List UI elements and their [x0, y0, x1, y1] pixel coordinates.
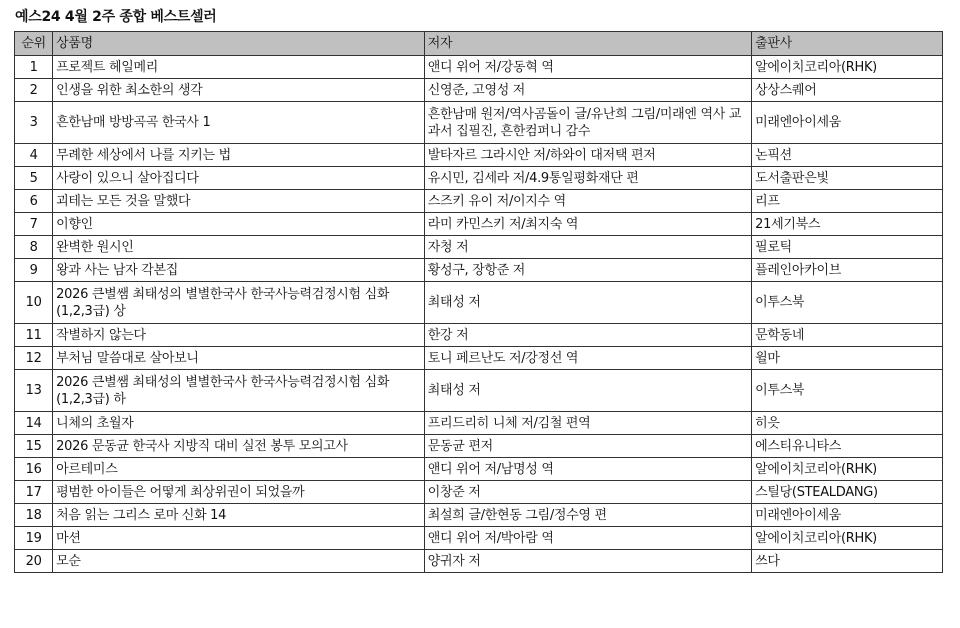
table-row	[15, 102, 943, 144]
table-row	[15, 458, 943, 481]
title-cell: 프로젝트 헤일메리	[53, 56, 425, 79]
publisher-cell: 스틸당(STEALDANG)	[752, 481, 943, 504]
table-row	[15, 56, 943, 79]
rank-cell: 7	[15, 213, 53, 236]
publisher-cell: 미래엔아이세움	[752, 102, 943, 144]
publisher-cell: 필로틱	[752, 236, 943, 259]
publisher-cell: 이투스북	[752, 370, 943, 412]
author-cell: 문동균 편저	[424, 435, 751, 458]
title-cell: 모순	[53, 550, 425, 573]
publisher-cell: 에스티유니타스	[752, 435, 943, 458]
table-row	[15, 481, 943, 504]
publisher-cell: 알에이치코리아(RHK)	[752, 458, 943, 481]
rank-cell: 20	[15, 550, 53, 573]
publisher-cell: 도서출판은빛	[752, 167, 943, 190]
rank-cell: 17	[15, 481, 53, 504]
table-row	[15, 435, 943, 458]
author-cell: 자청 저	[424, 236, 751, 259]
table-row	[15, 167, 943, 190]
rank-cell: 13	[15, 370, 53, 412]
rank-cell: 6	[15, 190, 53, 213]
rank-cell: 5	[15, 167, 53, 190]
table-row	[15, 213, 943, 236]
author-cell: 발타자르 그라시안 저/하와이 대저택 편저	[424, 144, 751, 167]
title-cell: 처음 읽는 그리스 로마 신화 14	[53, 504, 425, 527]
table-row	[15, 370, 943, 412]
author-cell: 최태성 저	[424, 370, 751, 412]
publisher-cell: 논픽션	[752, 144, 943, 167]
publisher-cell: 쓰다	[752, 550, 943, 573]
publisher-cell: 21세기북스	[752, 213, 943, 236]
rank-cell: 12	[15, 347, 53, 370]
title-cell: 왕과 사는 남자 각본집	[53, 259, 425, 282]
header-rank: 순위	[15, 32, 53, 56]
table-header-row	[15, 32, 943, 56]
table-row	[15, 347, 943, 370]
publisher-cell: 미래엔아이세움	[752, 504, 943, 527]
table-row	[15, 550, 943, 573]
rank-cell: 3	[15, 102, 53, 144]
table-row	[15, 190, 943, 213]
title-cell: 작별하지 않는다	[53, 324, 425, 347]
header-title: 상품명	[53, 32, 425, 56]
author-cell: 토니 페르난도 저/강정선 역	[424, 347, 751, 370]
rank-cell: 11	[15, 324, 53, 347]
title-cell: 부처님 말씀대로 살아보니	[53, 347, 425, 370]
rank-cell: 2	[15, 79, 53, 102]
table-row	[15, 527, 943, 550]
title-cell: 아르테미스	[53, 458, 425, 481]
title-cell: 무례한 세상에서 나를 지키는 법	[53, 144, 425, 167]
title-cell: 사랑이 있으니 살아집디다	[53, 167, 425, 190]
rank-cell: 15	[15, 435, 53, 458]
title-cell: 흔한남매 방방곡곡 한국사 1	[53, 102, 425, 144]
header-author: 저자	[424, 32, 751, 56]
author-cell: 앤디 위어 저/박아람 역	[424, 527, 751, 550]
rank-cell: 19	[15, 527, 53, 550]
table-row	[15, 259, 943, 282]
title-cell: 괴테는 모든 것을 말했다	[53, 190, 425, 213]
table-row	[15, 236, 943, 259]
author-cell: 황성구, 장항준 저	[424, 259, 751, 282]
table-row	[15, 144, 943, 167]
table-row	[15, 282, 943, 324]
author-cell: 앤디 위어 저/강동혁 역	[424, 56, 751, 79]
rank-cell: 18	[15, 504, 53, 527]
author-cell: 라미 카민스키 저/최지숙 역	[424, 213, 751, 236]
publisher-cell: 플레인아카이브	[752, 259, 943, 282]
title-cell: 2026 큰별쌤 최태성의 별별한국사 한국사능력검정시험 심화(1,2,3급) 하	[53, 370, 425, 412]
publisher-cell: 윌마	[752, 347, 943, 370]
author-cell: 이창준 저	[424, 481, 751, 504]
rank-cell: 8	[15, 236, 53, 259]
author-cell: 최설희 글/한현동 그림/정수영 편	[424, 504, 751, 527]
table-row	[15, 324, 943, 347]
publisher-cell: 히읏	[752, 412, 943, 435]
publisher-cell: 상상스퀘어	[752, 79, 943, 102]
rank-cell: 14	[15, 412, 53, 435]
bestseller-table	[14, 31, 943, 573]
author-cell: 프리드리히 니체 저/김철 편역	[424, 412, 751, 435]
publisher-cell: 알에이치코리아(RHK)	[752, 56, 943, 79]
table-row	[15, 504, 943, 527]
title-cell: 이향인	[53, 213, 425, 236]
table-row	[15, 412, 943, 435]
title-cell: 니체의 초월자	[53, 412, 425, 435]
author-cell: 앤디 위어 저/남명성 역	[424, 458, 751, 481]
author-cell: 스즈키 유이 저/이지수 역	[424, 190, 751, 213]
publisher-cell: 알에이치코리아(RHK)	[752, 527, 943, 550]
rank-cell: 16	[15, 458, 53, 481]
author-cell: 한강 저	[424, 324, 751, 347]
title-cell: 인생을 위한 최소한의 생각	[53, 79, 425, 102]
rank-cell: 10	[15, 282, 53, 324]
author-cell: 유시민, 김세라 저/4.9통일평화재단 편	[424, 167, 751, 190]
page-title: 예스24 4월 2주 종합 베스트셀러	[15, 9, 217, 25]
publisher-cell: 리프	[752, 190, 943, 213]
author-cell: 신영준, 고영성 저	[424, 79, 751, 102]
table-row	[15, 79, 943, 102]
rank-cell: 9	[15, 259, 53, 282]
publisher-cell: 문학동네	[752, 324, 943, 347]
publisher-cell: 이투스북	[752, 282, 943, 324]
author-cell: 양귀자 저	[424, 550, 751, 573]
title-cell: 2026 문동균 한국사 지방직 대비 실전 봉투 모의고사	[53, 435, 425, 458]
author-cell: 흔한남매 원저/역사곰돌이 글/유난희 그림/미래엔 역사 교과서 집필진, 흔한컴퍼니 감수	[424, 102, 751, 144]
title-cell: 2026 큰별쌤 최태성의 별별한국사 한국사능력검정시험 심화(1,2,3급) 상	[53, 282, 425, 324]
rank-cell: 4	[15, 144, 53, 167]
header-publisher: 출판사	[752, 32, 943, 56]
title-cell: 완벽한 원시인	[53, 236, 425, 259]
title-cell: 평범한 아이들은 어떻게 최상위권이 되었을까	[53, 481, 425, 504]
title-cell: 마션	[53, 527, 425, 550]
rank-cell: 1	[15, 56, 53, 79]
author-cell: 최태성 저	[424, 282, 751, 324]
